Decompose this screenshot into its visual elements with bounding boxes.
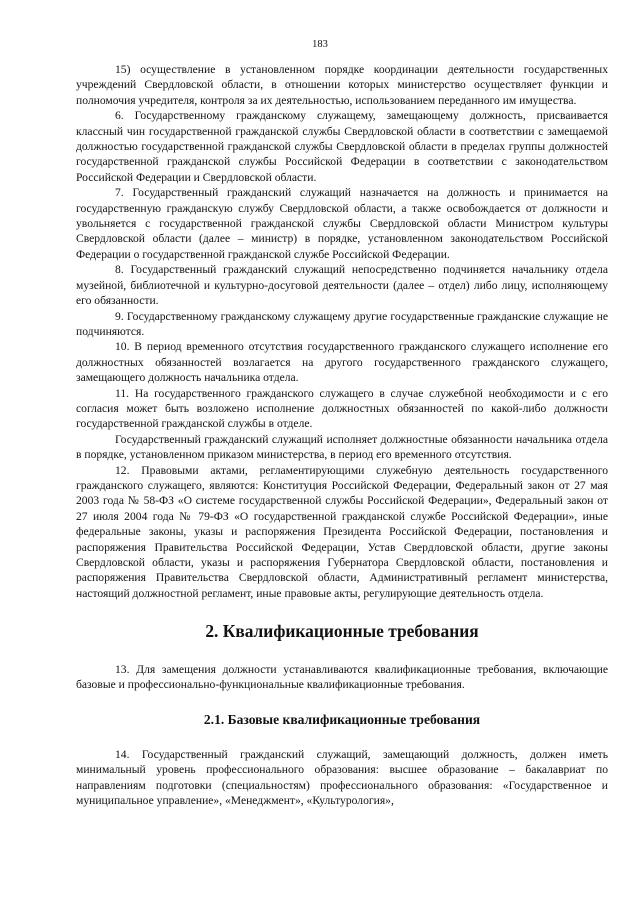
- paragraph-10: 10. В период временного отсутствия государственного гражданского служащего исполнение его должностных обязанностей возлагается на другого государственного гражданского служащего, замещающего должность начальника отдела.: [76, 340, 608, 385]
- subsection-heading-basic-requirements: 2.1. Базовые квалификационные требования: [203, 712, 481, 728]
- paragraph-11-continuation: Государственный гражданский служащий исполняет должностные обязанности начальника отдела в порядке, установленном приказом министерства, в период его временного отсутствия.: [76, 432, 608, 462]
- paragraph-15-item: 15) осуществление в установленном порядке координации деятельности государственных учреждений Свердловской области, в отношении которых министерство осуществляет функции и полномочия учредителя, контроля за их деятельностью, использованием переданного им имущества.: [76, 63, 608, 107]
- paragraph-6: 6. Государственному гражданскому служащему, замещающему должность, присваивается классный чин государственной гражданской службы Свердловской области в соответствии с замещаемой должностью государственной гражданской службы Свердловской области в пределах группы должностей государственной гражданской службы Российской Федерации в соответствии с законодательством Российской Федерации и Свердловской области.: [76, 109, 608, 184]
- paragraph-7: 7. Государственный гражданский служащий назначается на должность и принимается на государственную гражданскую службу Свердловской области, а также освобождается от должности и увольняется с государственной гражданской службы Свердловской области Министром культуры Свердловской области (далее – министр) в порядке, установленном законодательством Российской Федерации о государственной гражданской службе Российской Федерации.: [76, 186, 608, 261]
- paragraph-12: 12. Правовыми актами, регламентирующими служебную деятельность государственного гражданского служащего, являются: Конституция Российской Федерации, Федеральный закон от 27 мая 2003 года № 58-ФЗ «О системе государственной службы Российской Федерации», Федеральный закон от 27 июля 2004 года № 79-ФЗ «О государственной гражданской службе Российской Федерации», иные федеральные законы, указы и распоряжения Президента Российской Федерации, постановления и распоряжения Правительства Российской Федерации, Устав Свердловской области, другие законы Свердловской области, указы и распоряжения Губернатора Свердловской области, постановления и распоряжения Правительства Свердловской области, Административный регламент министерства, настоящий должностной регламент, иные правовые акты, регулирующие деятельность отдела.: [76, 463, 608, 600]
- paragraph-8: 8. Государственный гражданский служащий непосредственно подчиняется начальнику отдела музейной, библиотечной и культурно-досуговой деятельности (далее – отдел) либо лицу, исполняющему его обязанности.: [76, 263, 608, 308]
- section-heading-qualification-requirements: 2. Квалификационные требования: [205, 621, 479, 642]
- paragraph-14: 14. Государственный гражданский служащий, замещающий должность, должен иметь минимальный уровень профессионального образования: высшее образование – бакалавриат по направлениям подготовки (специальностям) профессионального образования: «Государственное и муниципальное управление», «Менеджмент», «Культурология»,: [76, 747, 608, 808]
- page-number: 183: [312, 39, 328, 50]
- paragraph-11: 11. На государственного гражданского служащего в случае служебной необходимости и с его согласия может быть возложено исполнение должностных обязанностей по какой-либо должности государственной гражданской службы в отделе.: [76, 386, 608, 431]
- document-body: [76, 62, 608, 808]
- paragraph-9: 9. Государственному гражданскому служащему другие государственные гражданские служащие не подчиняются.: [76, 309, 608, 338]
- paragraph-13: 13. Для замещения должности устанавливаются квалификационные требования, включающие базовые и профессионально-функциональные квалификационные требования.: [76, 662, 608, 692]
